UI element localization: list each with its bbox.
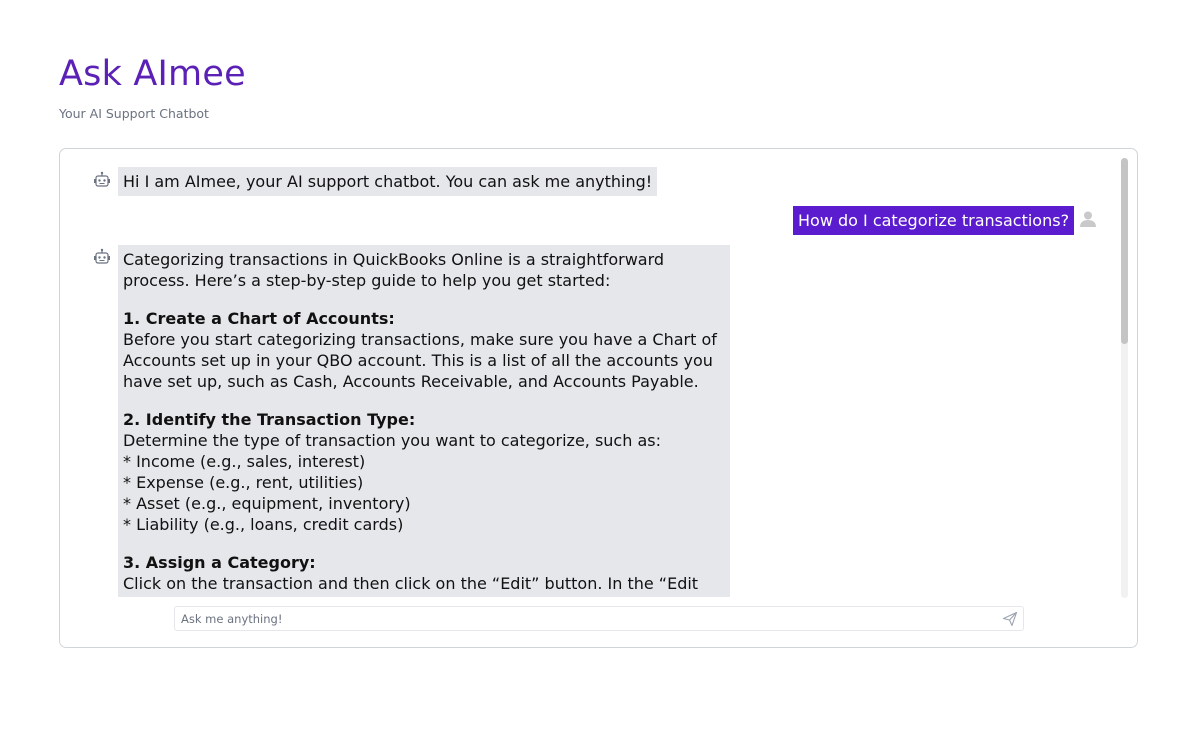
user-icon [1078,209,1098,229]
bot-message-answer [118,245,730,597]
answer-text: process. Here’s a step-by-step guide to help you get started: [123,271,611,290]
chat-panel [59,148,1138,648]
page-subtitle: Your AI Support Chatbot [59,106,209,121]
send-icon[interactable] [1001,610,1019,628]
robot-icon [92,171,112,191]
user-message: How do I categorize transactions? [793,206,1074,235]
answer-text: Click on the transaction and then click on the “Edit” button. In the “Edit [123,574,699,593]
scrollbar-track[interactable] [1121,158,1128,598]
page-title: Ask AImee [59,54,246,94]
answer-text: Accounts set up in your QBO account. This is a list of all the accounts you [123,351,713,370]
list-item: * Asset (e.g., equipment, inventory) [123,494,411,513]
step-heading: 2. Identify the Transaction Type: [123,410,416,429]
message-list[interactable] [60,149,1120,597]
bot-message-greeting: Hi I am AImee, your AI support chatbot. You can ask me anything! [118,167,657,196]
list-item: * Expense (e.g., rent, utilities) [123,473,364,492]
chat-input-box[interactable] [174,606,1024,631]
answer-text: Determine the type of transaction you want to categorize, such as: [123,431,661,450]
answer-text: have set up, such as Cash, Accounts Receivable, and Accounts Payable. [123,372,699,391]
step-heading: 1. Create a Chart of Accounts: [123,309,395,328]
list-item: * Liability (e.g., loans, credit cards) [123,515,404,534]
robot-icon [92,248,112,268]
answer-text: Before you start categorizing transactions, make sure you have a Chart of [123,330,717,349]
answer-text: Categorizing transactions in QuickBooks Online is a straightforward [123,250,665,269]
scrollbar-thumb[interactable] [1121,158,1128,344]
step-heading: 3. Assign a Category: [123,553,316,572]
chat-input[interactable] [175,607,975,630]
list-item: * Income (e.g., sales, interest) [123,452,366,471]
